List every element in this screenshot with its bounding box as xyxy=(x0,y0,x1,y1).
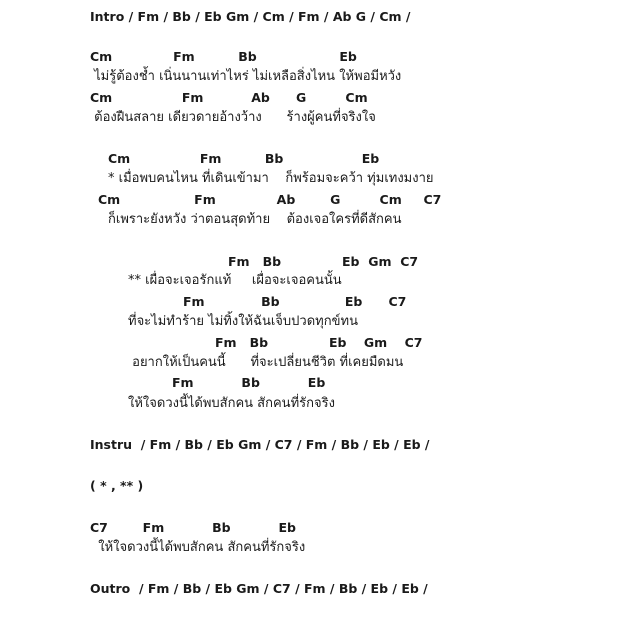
chorus-lyrics-1: ** เผื่อจะเจอรักแท้ เผื่อจะเจอคนนั้น xyxy=(128,273,342,288)
intro-line: Intro / Fm / Bb / Eb Gm / Cm / Fm / Ab G / Cm / xyxy=(90,9,411,24)
verse2-chords-2: Cm Fm Ab G Cm C7 xyxy=(98,192,442,207)
verse1-lyrics-2: ต้องฝืนสลาย เดียวดายอ้างว้าง ร้างผู้คนที่จริงใจ xyxy=(90,110,376,125)
chorus-chords-2: Fm Bb Eb C7 xyxy=(183,294,407,309)
verse1-lyrics-1: ไม่รู้ต้องช้ำ เนิ่นนานเท่าไหร่ ไม่เหลือสิ่งไหน ให้พอมีหวัง xyxy=(90,69,402,84)
instru-line: Instru / Fm / Bb / Eb Gm / C7 / Fm / Bb / Eb / Eb / xyxy=(90,437,430,452)
chorus-chords-3: Fm Bb Eb Gm C7 xyxy=(215,335,423,350)
chorus-lyrics-2: ที่จะไม่ทำร้าย ไม่ทิ้งให้ฉันเจ็บปวดทุกข์ทน xyxy=(128,314,358,329)
verse2-lyrics-2: ก็เพราะยังหวัง ว่าตอนสุดท้าย ต้องเจอใครที่ดีสักคน xyxy=(108,212,402,227)
verse2-chords-1: Cm Fm Bb Eb xyxy=(108,151,380,166)
chorus-lyrics-4: ให้ใจดวงนี้ได้พบสักคน สักคนที่รักจริง xyxy=(128,396,335,411)
verse1-chords-2: Cm Fm Ab G Cm xyxy=(90,90,368,105)
verse2-lyrics-1: * เมื่อพบคนไหน ที่เดินเข้ามา ก็พร้อมจะคว้า ทุ่มเทงมงาย xyxy=(108,171,434,186)
verse1-chords-1: Cm Fm Bb Eb xyxy=(90,49,357,64)
repeat-marker: ( * , ** ) xyxy=(90,478,144,493)
chorus-chords-1: Fm Bb Eb Gm C7 xyxy=(228,254,419,269)
ending-lyrics: ให้ใจดวงนี้ได้พบสักคน สักคนที่รักจริง xyxy=(90,540,306,555)
chorus-chords-4: Fm Bb Eb xyxy=(172,375,326,390)
outro-line: Outro / Fm / Bb / Eb Gm / C7 / Fm / Bb / Eb / Eb / xyxy=(90,581,428,596)
ending-chords: C7 Fm Bb Eb xyxy=(90,520,296,535)
chorus-lyrics-3: อยากให้เป็นคนนี้ ที่จะเปลี่ยนชีวิต ที่เคยมืดมน xyxy=(128,355,404,370)
